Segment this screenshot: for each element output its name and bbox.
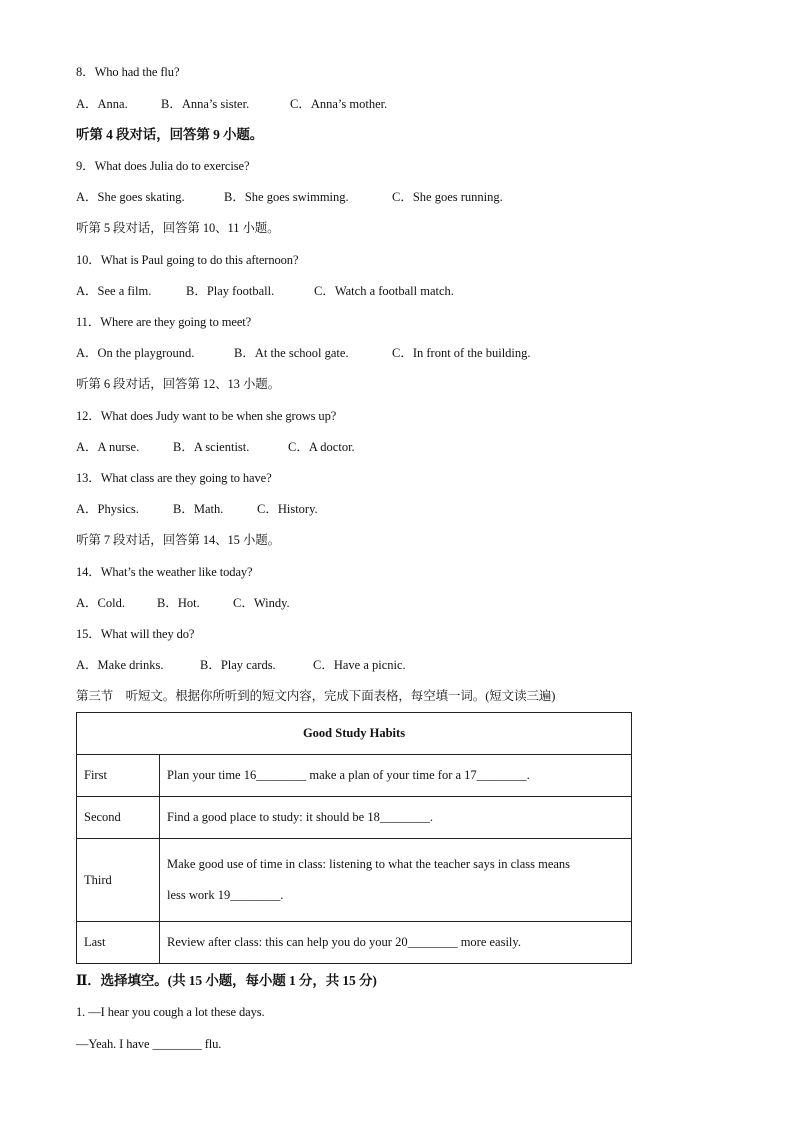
option-b: B．Math. xyxy=(173,502,224,516)
question-number: 11． xyxy=(76,315,101,329)
option-b: B．Play football. xyxy=(186,284,275,298)
table-row xyxy=(77,839,632,922)
section-7-heading: 听第 7 段对话，回答第 14、15 小题。 xyxy=(76,533,281,547)
option-a: A．Physics. xyxy=(76,502,139,516)
row-content-line: less work 19________. xyxy=(167,888,284,902)
section-5-heading: 听第 5 段对话，回答第 10、11 小题。 xyxy=(76,221,280,235)
part-3-heading: 第三节 听短文。根据你所听到的短文内容，完成下面表格，每空填一词。(短文读三遍) xyxy=(76,689,556,703)
row-label: First xyxy=(77,755,160,797)
question-text: What’s the weather like today? xyxy=(100,565,253,579)
question-text: What class are they going to have? xyxy=(100,471,272,485)
row-content: Find a good place to study: it should be 18________. xyxy=(160,797,632,839)
option-c: C．Anna’s mother. xyxy=(290,97,388,111)
question-12 xyxy=(76,408,336,424)
option-a: A．She goes skating. xyxy=(76,190,185,204)
table-row xyxy=(77,922,632,964)
row-label: Second xyxy=(77,797,160,839)
question-15 xyxy=(76,626,194,642)
question-number: 8． xyxy=(76,65,95,79)
option-a: A．See a film. xyxy=(76,284,152,298)
option-c: C．Watch a football match. xyxy=(314,284,454,298)
option-b: B．Hot. xyxy=(157,596,200,610)
row-label: Third xyxy=(77,839,160,922)
table-row xyxy=(77,797,632,839)
option-a: A．On the playground. xyxy=(76,346,195,360)
option-c: C．In front of the building. xyxy=(392,346,531,360)
question-text: What does Judy want to be when she grows up? xyxy=(100,409,337,423)
table-row xyxy=(77,755,632,797)
question-10 xyxy=(76,252,298,268)
option-c: C．She goes running. xyxy=(392,190,503,204)
question-text: What will they do? xyxy=(100,627,195,641)
row-content-line: Make good use of time in class: listening to what the teacher says in class means xyxy=(167,857,571,871)
row-content: Plan your time 16________ make a plan of your time for a 17________. xyxy=(160,755,632,797)
question-number: 9． xyxy=(76,159,95,173)
option-b: B．She goes swimming. xyxy=(224,190,349,204)
section-4-heading: 听第 4 段对话，回答第 9 小题。 xyxy=(76,127,264,142)
option-c: C．History. xyxy=(257,502,318,516)
option-a: A．Anna. xyxy=(76,97,128,111)
question-number: 15． xyxy=(76,627,101,641)
question-13 xyxy=(76,470,272,486)
row-content: Review after class: this can help you do your 20________ more easily. xyxy=(160,922,632,964)
question-text: What is Paul going to do this afternoon? xyxy=(100,253,299,267)
question-number: 13． xyxy=(76,471,101,485)
option-b: B．At the school gate. xyxy=(234,346,349,360)
part-2-heading: Ⅱ．选择填空。(共 15 小题，每小题 1 分，共 15 分) xyxy=(76,973,377,988)
table-title: Good Study Habits xyxy=(77,713,632,755)
row-content xyxy=(160,839,632,922)
option-b: B．Anna’s sister. xyxy=(161,97,250,111)
option-a: A．Make drinks. xyxy=(76,658,164,672)
question-11 xyxy=(76,314,251,330)
question-text: What does Julia do to exercise? xyxy=(94,159,250,173)
question-9 xyxy=(76,158,249,174)
row-label: Last xyxy=(77,922,160,964)
question-number: 12． xyxy=(76,409,101,423)
option-a: A．A nurse. xyxy=(76,440,140,454)
option-b: B．A scientist. xyxy=(173,440,250,454)
mc-question-1-line-2: —Yeah. I have ________ flu. xyxy=(76,1037,222,1051)
question-number: 10． xyxy=(76,253,101,267)
question-8 xyxy=(76,64,179,80)
option-a: A．Cold. xyxy=(76,596,125,610)
study-habits-table xyxy=(76,712,632,964)
section-6-heading: 听第 6 段对话，回答第 12、13 小题。 xyxy=(76,377,281,391)
option-b: B．Play cards. xyxy=(200,658,276,672)
mc-question-1-line-1: 1. —I hear you cough a lot these days. xyxy=(76,1005,265,1019)
question-text: Who had the flu? xyxy=(94,65,180,79)
option-c: C．Windy. xyxy=(233,596,290,610)
option-c: C．Have a picnic. xyxy=(313,658,406,672)
question-text: Where are they going to meet? xyxy=(100,315,252,329)
option-c: C．A doctor. xyxy=(288,440,355,454)
question-14 xyxy=(76,564,253,580)
question-number: 14． xyxy=(76,565,101,579)
